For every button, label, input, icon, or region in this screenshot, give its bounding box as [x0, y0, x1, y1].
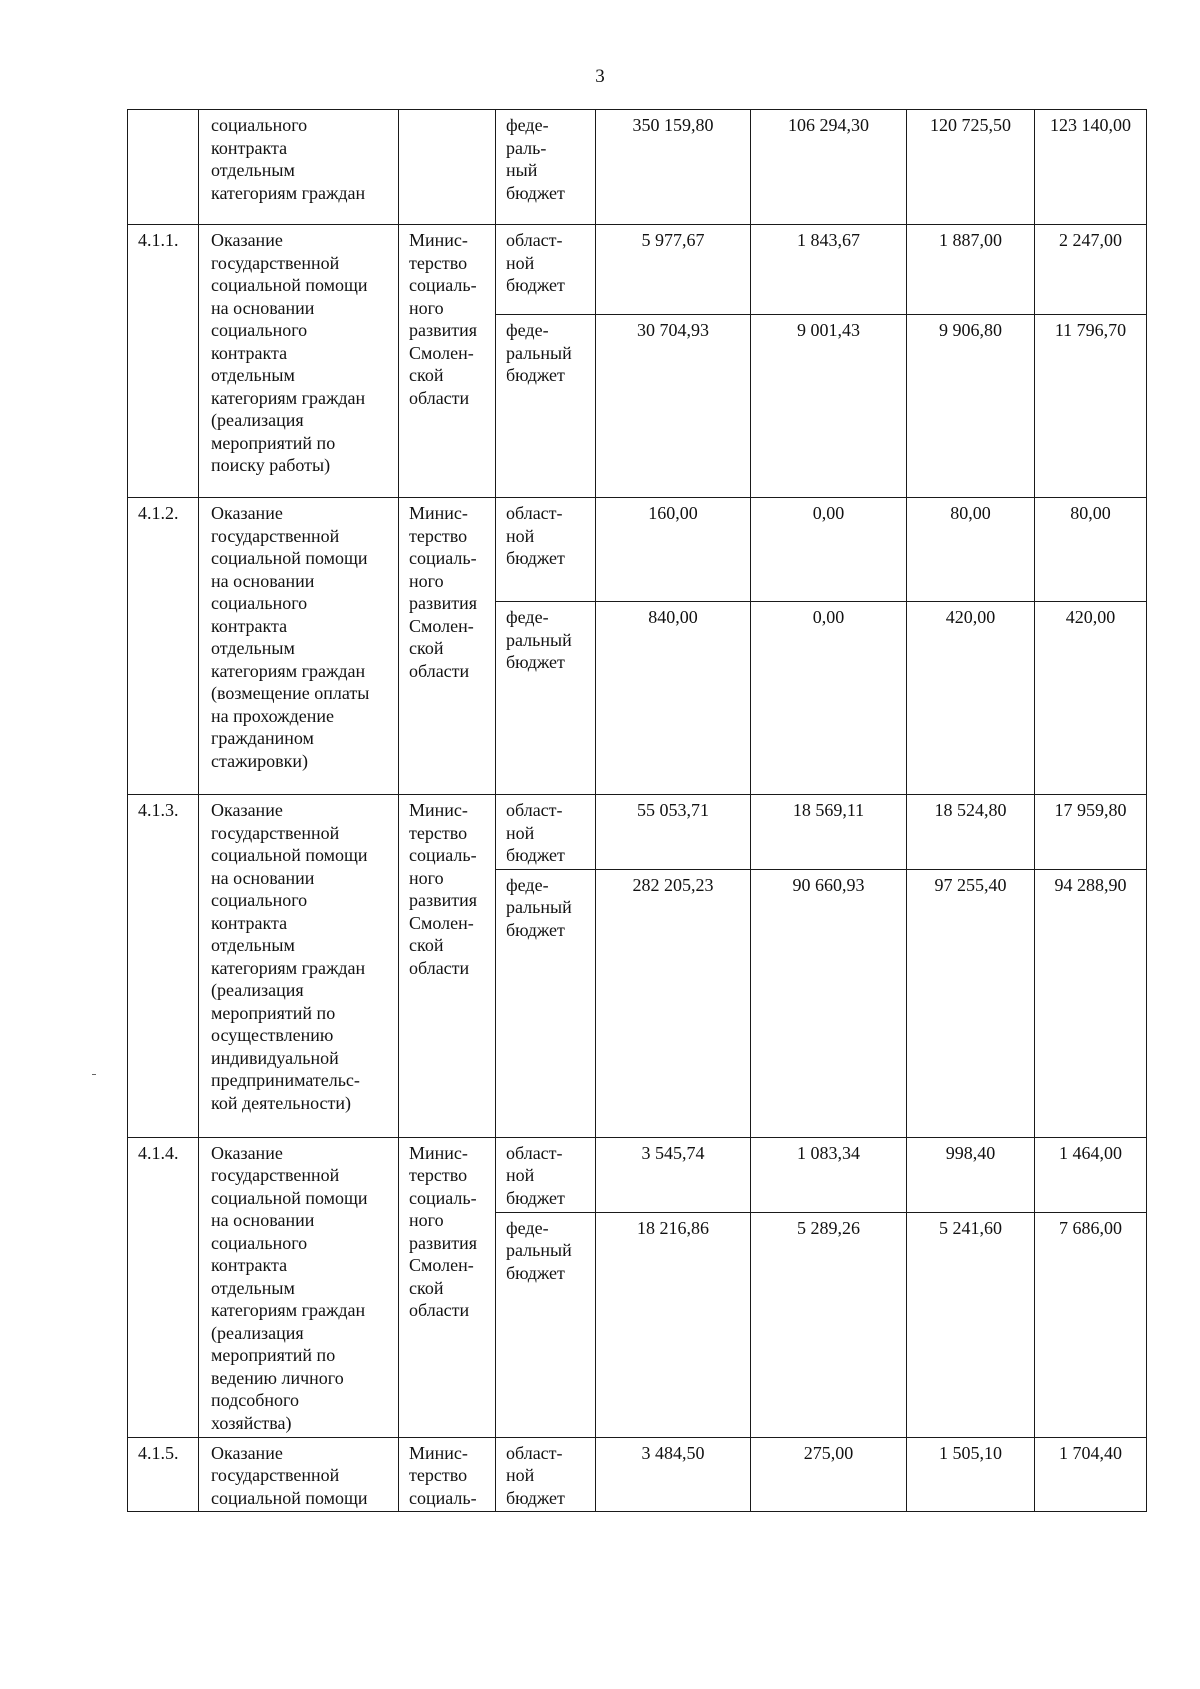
table-row [128, 1437, 1147, 1512]
item-number-cell [128, 498, 199, 795]
amount-cell [751, 795, 907, 870]
amount-cell-text: 420,00 [945, 607, 996, 627]
funding-source-cell-text: феде- раль- ный бюджет [506, 115, 565, 203]
amount-cell [596, 498, 751, 602]
amount-cell [907, 315, 1035, 498]
amount-cell-text: 0,00 [812, 503, 845, 523]
amount-cell-text: 350 159,80 [632, 115, 714, 135]
amount-cell-text: 9 906,80 [939, 320, 1002, 340]
item-name-cell [199, 498, 399, 795]
funding-source-cell [496, 1137, 596, 1212]
amount-cell-text: 1 887,00 [939, 230, 1002, 250]
amount-cell-text: 1 704,40 [1059, 1442, 1122, 1463]
amount-cell [596, 1212, 751, 1437]
amount-cell [751, 869, 907, 1137]
executor-cell-text: Минис- терство социаль- ного развития Смолен- ской области [409, 800, 478, 978]
budget-table-body [128, 110, 1147, 1512]
funding-source-cell [496, 869, 596, 1137]
executor-cell [399, 110, 496, 225]
item-name-cell [199, 1437, 399, 1512]
item-name-cell-text: социального контракта отдельным категориям граждан [211, 115, 366, 203]
funding-source-cell-text: феде- ральный бюджет [506, 607, 572, 672]
amount-cell-text: 94 288,90 [1054, 874, 1127, 895]
item-number-cell-text: 4.1.4. [138, 1142, 179, 1163]
item-number-cell-text: 4.1.3. [138, 800, 179, 820]
funding-source-cell-text: област- ной бюджет [506, 1142, 565, 1208]
item-number-cell [128, 1437, 199, 1512]
funding-source-cell [496, 795, 596, 870]
amount-cell-text: 18 216,86 [637, 1217, 709, 1238]
item-name-cell-text: Оказание государственной социальной помощи [211, 1442, 368, 1508]
amount-cell-text: 90 660,93 [792, 874, 865, 895]
amount-cell [1035, 498, 1147, 602]
amount-cell [907, 498, 1035, 602]
executor-cell-text: Минис- терство социаль- ного развития Смолен- ской области [409, 1142, 478, 1320]
amount-cell-text: 1 505,10 [939, 1442, 1002, 1463]
amount-cell-text: 998,40 [945, 1142, 996, 1163]
amount-cell [1035, 1437, 1147, 1512]
page-number: 3 [595, 66, 605, 87]
funding-source-cell [496, 1437, 596, 1512]
table-row [128, 498, 1147, 602]
amount-cell-text: 18 524,80 [934, 800, 1007, 820]
amount-cell [1035, 869, 1147, 1137]
item-name-cell [199, 225, 399, 498]
amount-cell [1035, 1137, 1147, 1212]
amount-cell-text: 9 001,43 [797, 320, 860, 340]
amount-cell-text: 0,00 [812, 607, 845, 627]
funding-source-cell-text: област- ной бюджет [506, 800, 565, 865]
amount-cell [596, 110, 751, 225]
amount-cell [596, 1137, 751, 1212]
amount-cell [1035, 110, 1147, 225]
item-name-cell-text: Оказание государственной социальной помощи на основании социального контракта отдельным категориям граждан (возмещение оплаты на прохождение гражданином стажировки) [211, 503, 370, 771]
amount-cell-text: 123 140,00 [1050, 115, 1131, 135]
amount-cell [751, 1137, 907, 1212]
amount-cell [1035, 315, 1147, 498]
amount-cell [596, 795, 751, 870]
amount-cell [751, 498, 907, 602]
amount-cell [596, 1437, 751, 1512]
item-name-cell [199, 1137, 399, 1437]
item-name-cell-text: Оказание государственной социальной помощи на основании социального контракта отдельным категориям граждан (реализация мероприятий по ведению личного подсобного хозяйства) [211, 1142, 368, 1433]
amount-cell-text: 275,00 [803, 1442, 854, 1463]
item-number-cell-text: 4.1.2. [138, 503, 179, 523]
amount-cell [1035, 1212, 1147, 1437]
executor-cell [399, 498, 496, 795]
amount-cell [907, 602, 1035, 795]
amount-cell [596, 602, 751, 795]
funding-source-cell-text: област- ной бюджет [506, 1442, 565, 1508]
amount-cell [751, 315, 907, 498]
funding-source-cell-text: феде- ральный бюджет [506, 320, 572, 385]
funding-source-cell [496, 315, 596, 498]
amount-cell-text: 17 959,80 [1054, 800, 1127, 820]
amount-cell [907, 225, 1035, 315]
item-number-cell [128, 795, 199, 1138]
amount-cell-text: 5 289,26 [797, 1217, 860, 1238]
amount-cell-text: 5 977,67 [641, 230, 705, 250]
amount-cell [751, 110, 907, 225]
amount-cell [907, 1212, 1035, 1437]
item-name-cell [199, 795, 399, 1138]
amount-cell [907, 795, 1035, 870]
amount-cell-text: 3 545,74 [641, 1142, 705, 1163]
amount-cell-text: 1 083,34 [797, 1142, 860, 1163]
amount-cell-text: 106 294,30 [788, 115, 869, 135]
amount-cell-text: 3 484,50 [641, 1442, 705, 1463]
funding-source-cell-text: област- ной бюджет [506, 503, 565, 568]
amount-cell [1035, 225, 1147, 315]
scan-speck [92, 1074, 96, 1075]
item-number-cell [128, 1137, 199, 1437]
amount-cell-text: 420,00 [1065, 607, 1116, 627]
funding-source-cell [496, 1212, 596, 1437]
funding-source-cell-text: феде- ральный бюджет [506, 874, 572, 940]
executor-cell-text: Минис- терство социаль- ного развития Смолен- ской области [409, 230, 478, 408]
item-name-cell-text: Оказание государственной социальной помощи на основании социального контракта отдельным категориям граждан (реализация мероприятий по осуществлению индивидуальной предпринимательс- кой деятельности) [211, 800, 368, 1113]
item-number-cell [128, 225, 199, 498]
amount-cell [596, 225, 751, 315]
amount-cell-text: 1 843,67 [797, 230, 860, 250]
amount-cell [1035, 602, 1147, 795]
amount-cell [907, 1437, 1035, 1512]
amount-cell [907, 1137, 1035, 1212]
executor-cell [399, 225, 496, 498]
item-number-cell-text: 4.1.5. [138, 1442, 179, 1463]
executor-cell [399, 795, 496, 1138]
amount-cell [907, 110, 1035, 225]
amount-cell [907, 869, 1035, 1137]
amount-cell-text: 2 247,00 [1059, 230, 1122, 250]
funding-source-cell-text: феде- ральный бюджет [506, 1217, 572, 1283]
budget-table [127, 109, 1147, 1512]
amount-cell [1035, 795, 1147, 870]
amount-cell [596, 315, 751, 498]
amount-cell-text: 1 464,00 [1059, 1142, 1122, 1163]
amount-cell-text: 30 704,93 [637, 320, 709, 340]
funding-source-cell [496, 110, 596, 225]
amount-cell-text: 840,00 [648, 607, 698, 627]
item-number-cell-text: 4.1.1. [138, 230, 179, 250]
amount-cell [751, 1212, 907, 1437]
item-number-cell [128, 110, 199, 225]
executor-cell [399, 1437, 496, 1512]
table-row [128, 795, 1147, 870]
amount-cell [751, 1437, 907, 1512]
amount-cell-text: 80,00 [1070, 503, 1111, 523]
executor-cell-text: Минис- терство социаль- ного развития Смолен- ской области [409, 503, 478, 681]
amount-cell [751, 225, 907, 315]
funding-source-cell [496, 225, 596, 315]
funding-source-cell [496, 498, 596, 602]
amount-cell-text: 18 569,11 [792, 800, 865, 820]
table-row [128, 225, 1147, 315]
table-row [128, 1137, 1147, 1212]
amount-cell-text: 7 686,00 [1059, 1217, 1122, 1238]
funding-source-cell-text: област- ной бюджет [506, 230, 565, 295]
amount-cell-text: 80,00 [950, 503, 991, 523]
amount-cell-text: 160,00 [648, 503, 698, 523]
funding-source-cell [496, 602, 596, 795]
item-name-cell [199, 110, 399, 225]
amount-cell [751, 602, 907, 795]
amount-cell-text: 55 053,71 [637, 800, 709, 820]
amount-cell-text: 282 205,23 [632, 874, 714, 895]
amount-cell-text: 120 725,50 [930, 115, 1011, 135]
amount-cell-text: 97 255,40 [934, 874, 1007, 895]
amount-cell-text: 5 241,60 [939, 1217, 1002, 1238]
executor-cell-text: Минис- терство социаль- [409, 1442, 477, 1508]
table-row [128, 110, 1147, 225]
executor-cell [399, 1137, 496, 1437]
amount-cell [596, 869, 751, 1137]
item-name-cell-text: Оказание государственной социальной помощи на основании социального контракта отдельным категориям граждан (реализация мероприятий по поиску работы) [211, 230, 368, 475]
amount-cell-text: 11 796,70 [1054, 320, 1127, 340]
